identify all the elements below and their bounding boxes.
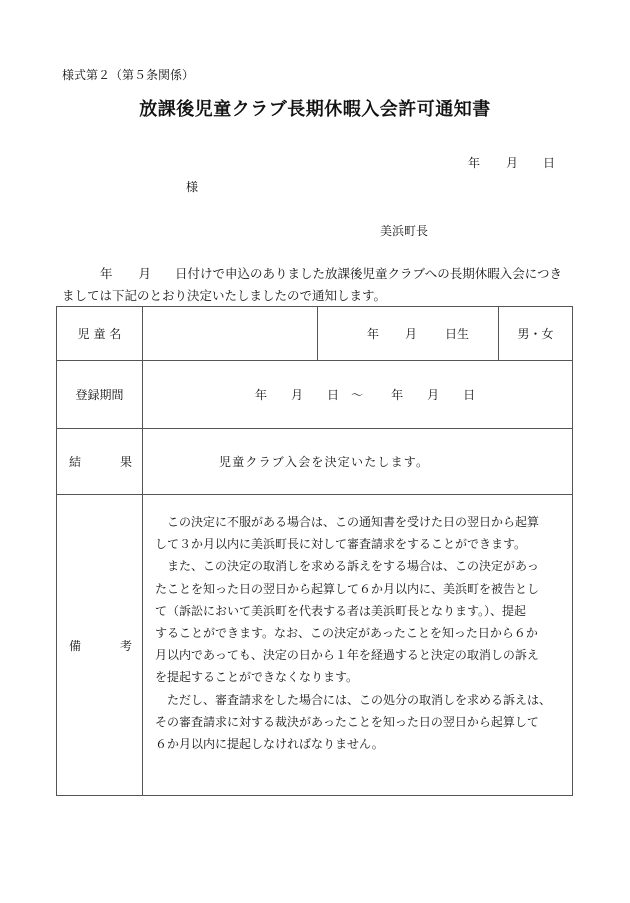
child-name-value: [143, 307, 318, 361]
sex-cell: 男・女: [499, 307, 573, 361]
remarks-line: また、この決定の取消しを求める訴えをする場合は、この決定があっ: [167, 559, 539, 574]
remarks-label-char-2: 考: [119, 638, 132, 653]
intro-line2-text: ましては下記のとおり決定いたしましたので通知します。: [62, 288, 387, 303]
to-day-label: 日: [463, 388, 476, 402]
remarks-line: 月以内であっても、決定の日から１年を経過すると決定の取消しの訴え: [155, 648, 539, 663]
birth-day-label: 日生: [445, 327, 470, 341]
registration-period-label: 登録期間: [57, 361, 143, 429]
table-row-remarks: [57, 495, 573, 796]
registration-period-value: [143, 361, 573, 429]
intro-year: 年: [100, 266, 113, 281]
remarks-text: [143, 495, 573, 796]
remarks-line: を提起することができなくなります。: [155, 670, 359, 685]
document-title: 放課後児童クラブ長期休暇入会許可通知書: [139, 99, 491, 120]
result-value: [143, 429, 573, 495]
birth-year-label: 年: [367, 327, 380, 341]
remarks-line: この決定に不服がある場合は、この通知書を受けた日の翌日から起算: [167, 515, 540, 529]
form-number: 様式第２（第５条関係）: [62, 68, 195, 82]
result-text: 児童クラブ入会を決定いたします。: [219, 455, 430, 469]
from-year-label: 年: [255, 388, 268, 402]
remarks-line: して３か月以内に美浜町長に対して審査請求をすることができます。: [155, 537, 527, 552]
intro-month: 月: [138, 266, 152, 281]
from-month-label: 月: [291, 388, 304, 402]
addressee-honorific: 様: [186, 180, 199, 194]
remarks-line: することができます。なお、この決定があったことを知った日から６か: [155, 626, 538, 641]
result-label-char-1: 結: [69, 455, 82, 469]
result-label: [57, 429, 143, 495]
table-row-registration: [57, 361, 573, 429]
from-day-label: 日: [327, 388, 340, 402]
date-year-label: 年: [468, 156, 481, 170]
date-month-label: 月: [506, 156, 519, 170]
birth-month-label: 月: [405, 327, 418, 341]
table-row-child-name: [57, 307, 573, 361]
remarks-label-char-1: 備: [69, 638, 82, 653]
remarks-line: て（訴訟において美浜町を代表する者は美浜町長となります。）、提起: [155, 603, 527, 618]
table-row-result: [57, 429, 573, 495]
result-label-char-2: 果: [119, 455, 132, 469]
birth-date-cell: [318, 307, 499, 361]
to-month-label: 月: [427, 388, 440, 402]
intro-line1-text: 日付けで申込のありました放課後児童クラブへの長期休暇入会につき: [175, 266, 563, 281]
remarks-label: [57, 495, 143, 796]
to-year-label: 年: [391, 388, 404, 402]
period-tilde: ～: [351, 388, 364, 402]
remarks-line: たことを知った日の翌日から起算して６か月以内に、美浜町を被告とし: [155, 581, 540, 596]
date-day-label: 日: [543, 156, 556, 170]
notice-table: [56, 306, 573, 796]
remarks-line: その審査請求に対する裁決があったことを知った日の翌日から起算して: [155, 714, 539, 729]
intro-text: [62, 263, 572, 307]
issuer-name: 美浜町長: [380, 224, 429, 238]
remarks-line: ６か月以内に提起しなければなりません。: [155, 737, 384, 752]
child-name-label: 児 童 名: [57, 307, 143, 361]
remarks-line: ただし、審査請求をした場合には、この処分の取消しを求める訴えは、: [167, 692, 552, 707]
